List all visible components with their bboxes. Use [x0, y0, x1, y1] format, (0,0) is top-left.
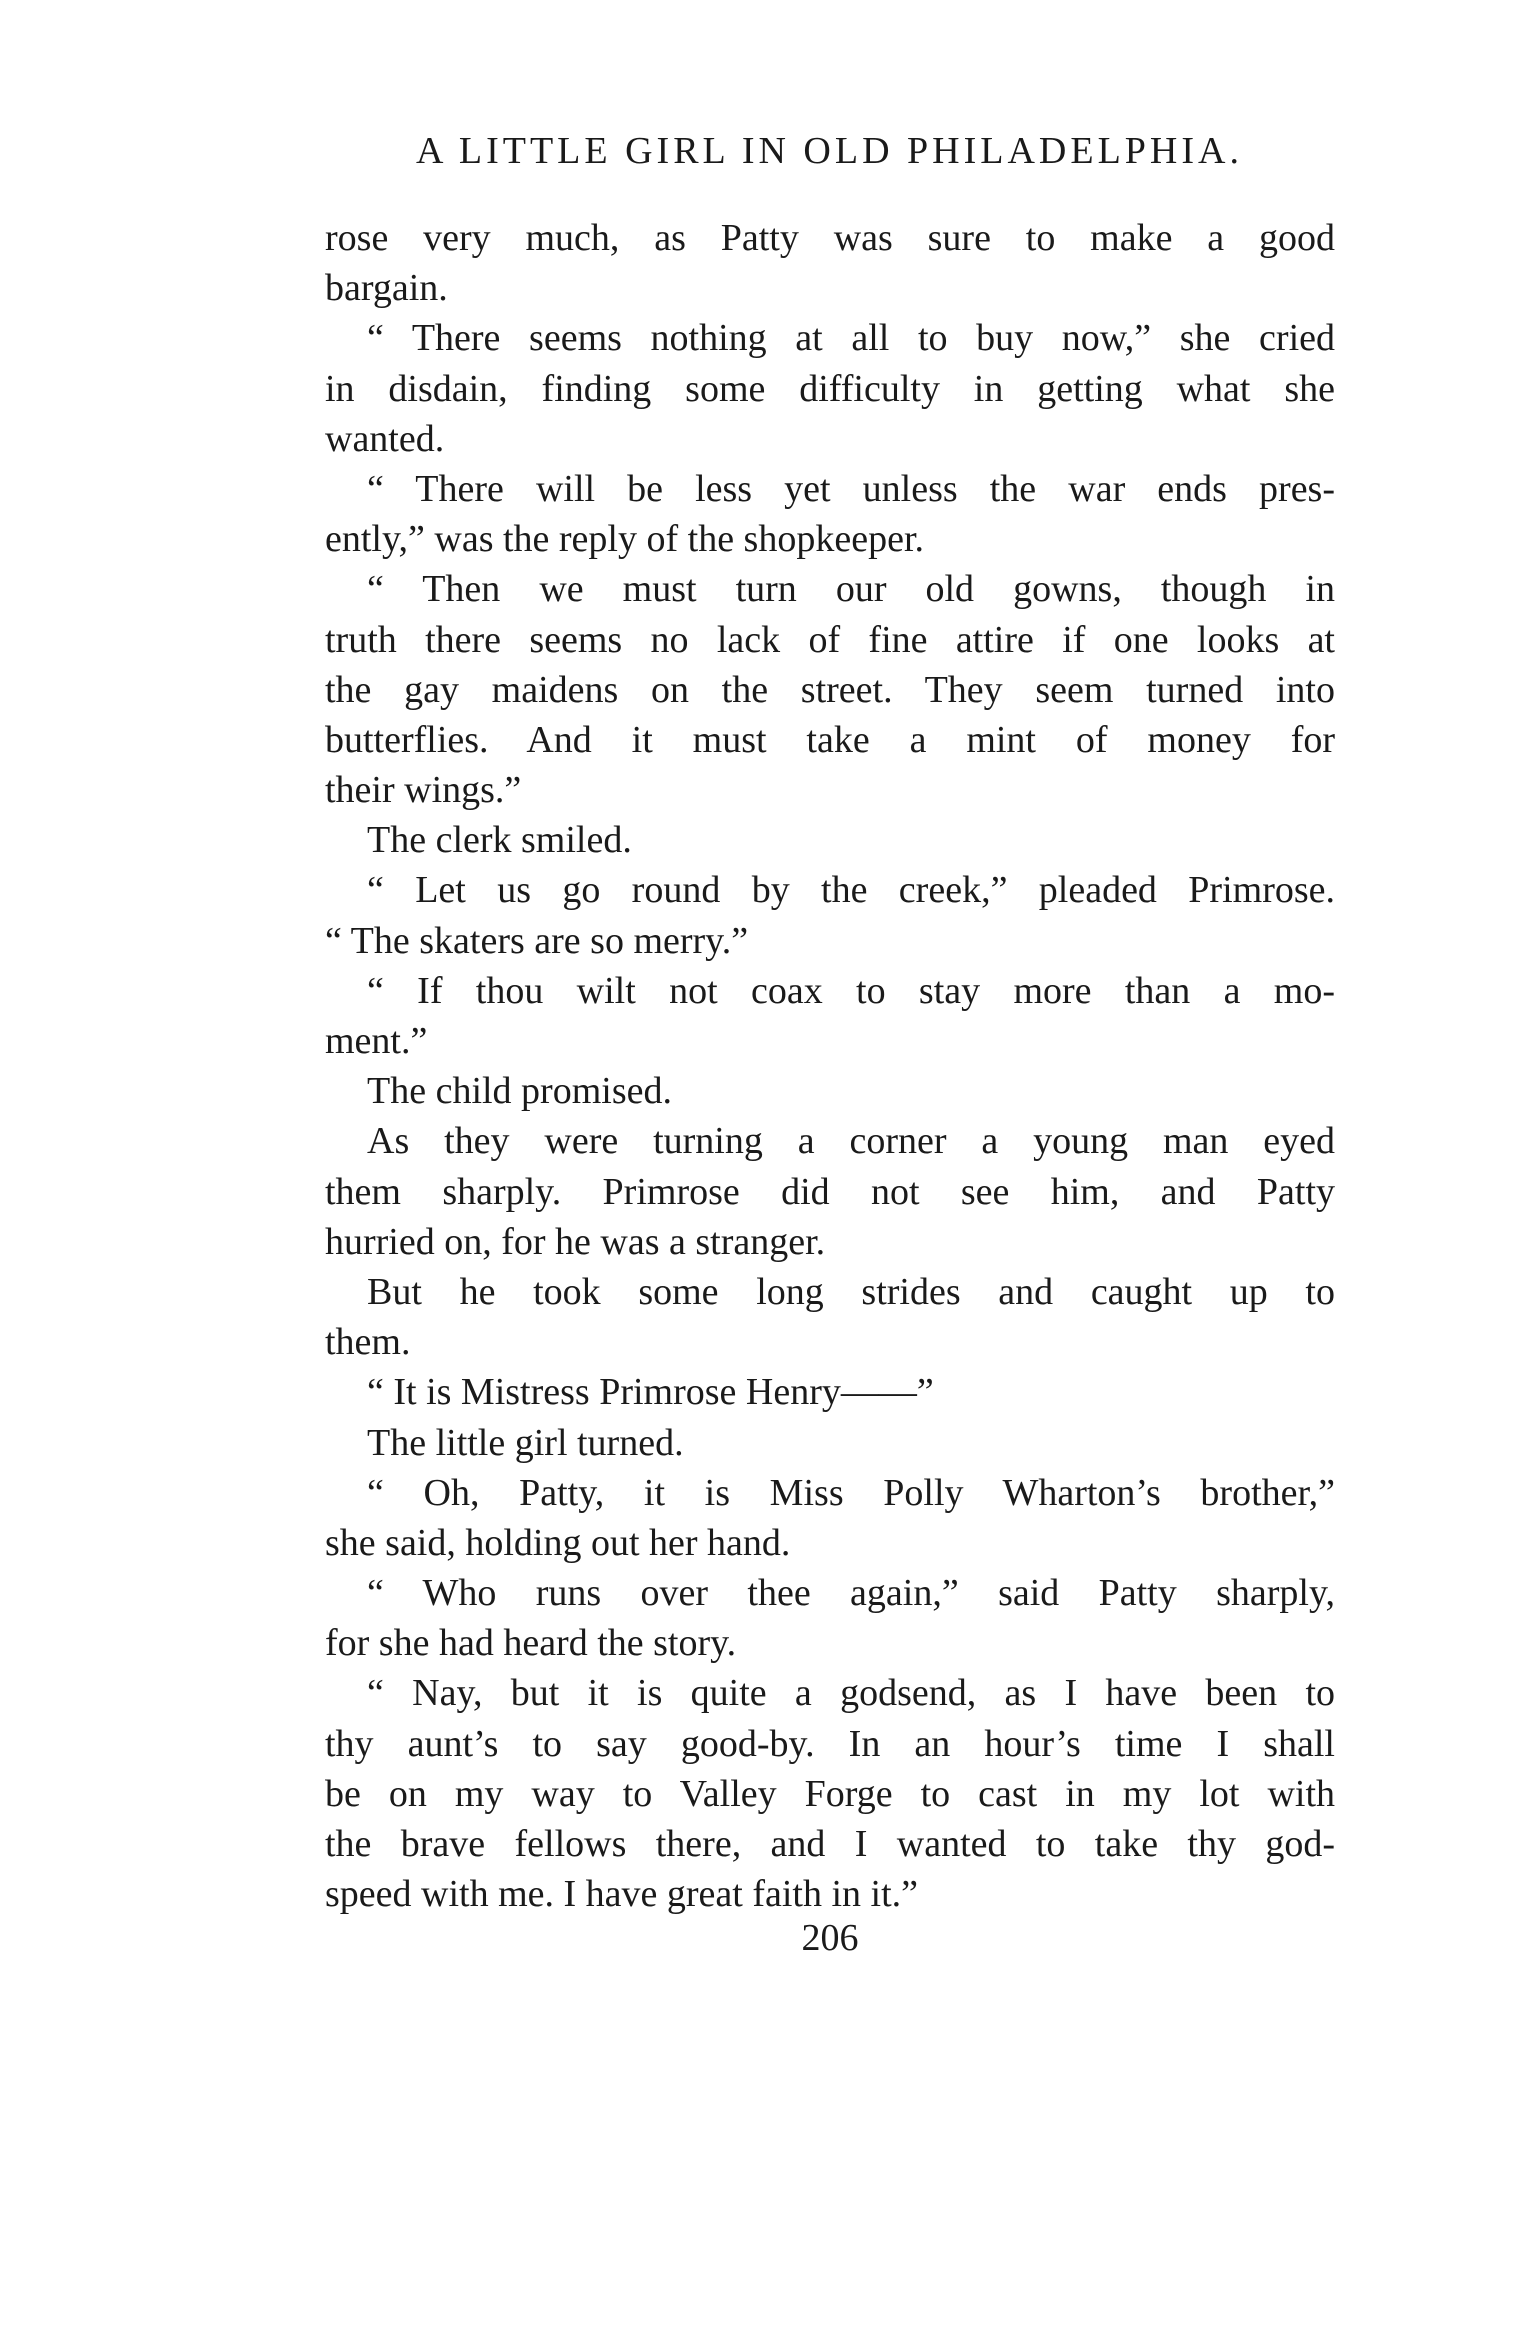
- text-line: “ There seems nothing at all to buy now,” she cried: [367, 317, 1335, 360]
- text-line: ment.”: [325, 1020, 428, 1062]
- text-line: truth there seems no lack of fine attire if one looks at: [325, 618, 1335, 661]
- text-line: butterflies. And it must take a mint of money for: [325, 718, 1335, 761]
- text-line: their wings.”: [325, 769, 522, 812]
- text-line: the brave fellows there, and I wanted to take thy god-: [325, 1823, 1335, 1865]
- text-line: The little girl turned.: [367, 1421, 684, 1464]
- text-line: hurried on, for he was a stranger.: [325, 1220, 826, 1263]
- text-line: ently,” was the reply of the shopkeeper.: [325, 518, 925, 561]
- text-line: “ Oh, Patty, it is Miss Polly Wharton’s brother,”: [367, 1471, 1335, 1514]
- text-line: rose very much, as Patty was sure to make a good: [325, 217, 1335, 259]
- text-line: them sharply. Primrose did not see him, and Patty: [325, 1170, 1335, 1213]
- text-line: thy aunt’s to say good-by. In an hour’s time I shall: [325, 1722, 1335, 1765]
- text-line: bargain.: [325, 267, 448, 310]
- text-line: she said, holding out her hand.: [325, 1521, 791, 1564]
- text-line: be on my way to Valley Forge to cast in my lot with: [325, 1772, 1335, 1815]
- text-line: in disdain, finding some difficulty in getting what she: [325, 367, 1335, 410]
- text-line: The child promised.: [367, 1070, 672, 1113]
- text-line: wanted.: [325, 417, 445, 460]
- running-head: A LITTLE GIRL IN OLD PHILADELPHIA.: [416, 130, 1243, 172]
- text-line: “ It is Mistress Primrose Henry——”: [367, 1371, 934, 1414]
- text-line: “ There will be less yet unless the war ends pres-: [367, 467, 1335, 510]
- text-line: The clerk smiled.: [367, 819, 632, 862]
- text-line: “ Nay, but it is quite a godsend, as I have been to: [367, 1672, 1335, 1715]
- body-text: [325, 213, 1335, 1919]
- text-line: “ Who runs over thee again,” said Patty sharply,: [367, 1572, 1335, 1615]
- text-line: speed with me. I have great faith in it.”: [325, 1873, 919, 1916]
- text-line: “ Let us go round by the creek,” pleaded Primrose.: [367, 869, 1335, 912]
- text-line: the gay maidens on the street. They seem turned into: [325, 668, 1335, 711]
- text-line: “ If thou wilt not coax to stay more than a mo-: [367, 969, 1335, 1012]
- page-number: 206: [801, 1917, 859, 1959]
- text-line: As they were turning a corner a young man eyed: [367, 1120, 1335, 1163]
- text-line: “ Then we must turn our old gowns, though in: [367, 568, 1335, 611]
- text-line: for she had heard the story.: [325, 1622, 737, 1665]
- text-line: But he took some long strides and caught up to: [367, 1270, 1335, 1313]
- text-line: “ The skaters are so merry.”: [325, 919, 749, 962]
- text-line: them.: [325, 1321, 411, 1364]
